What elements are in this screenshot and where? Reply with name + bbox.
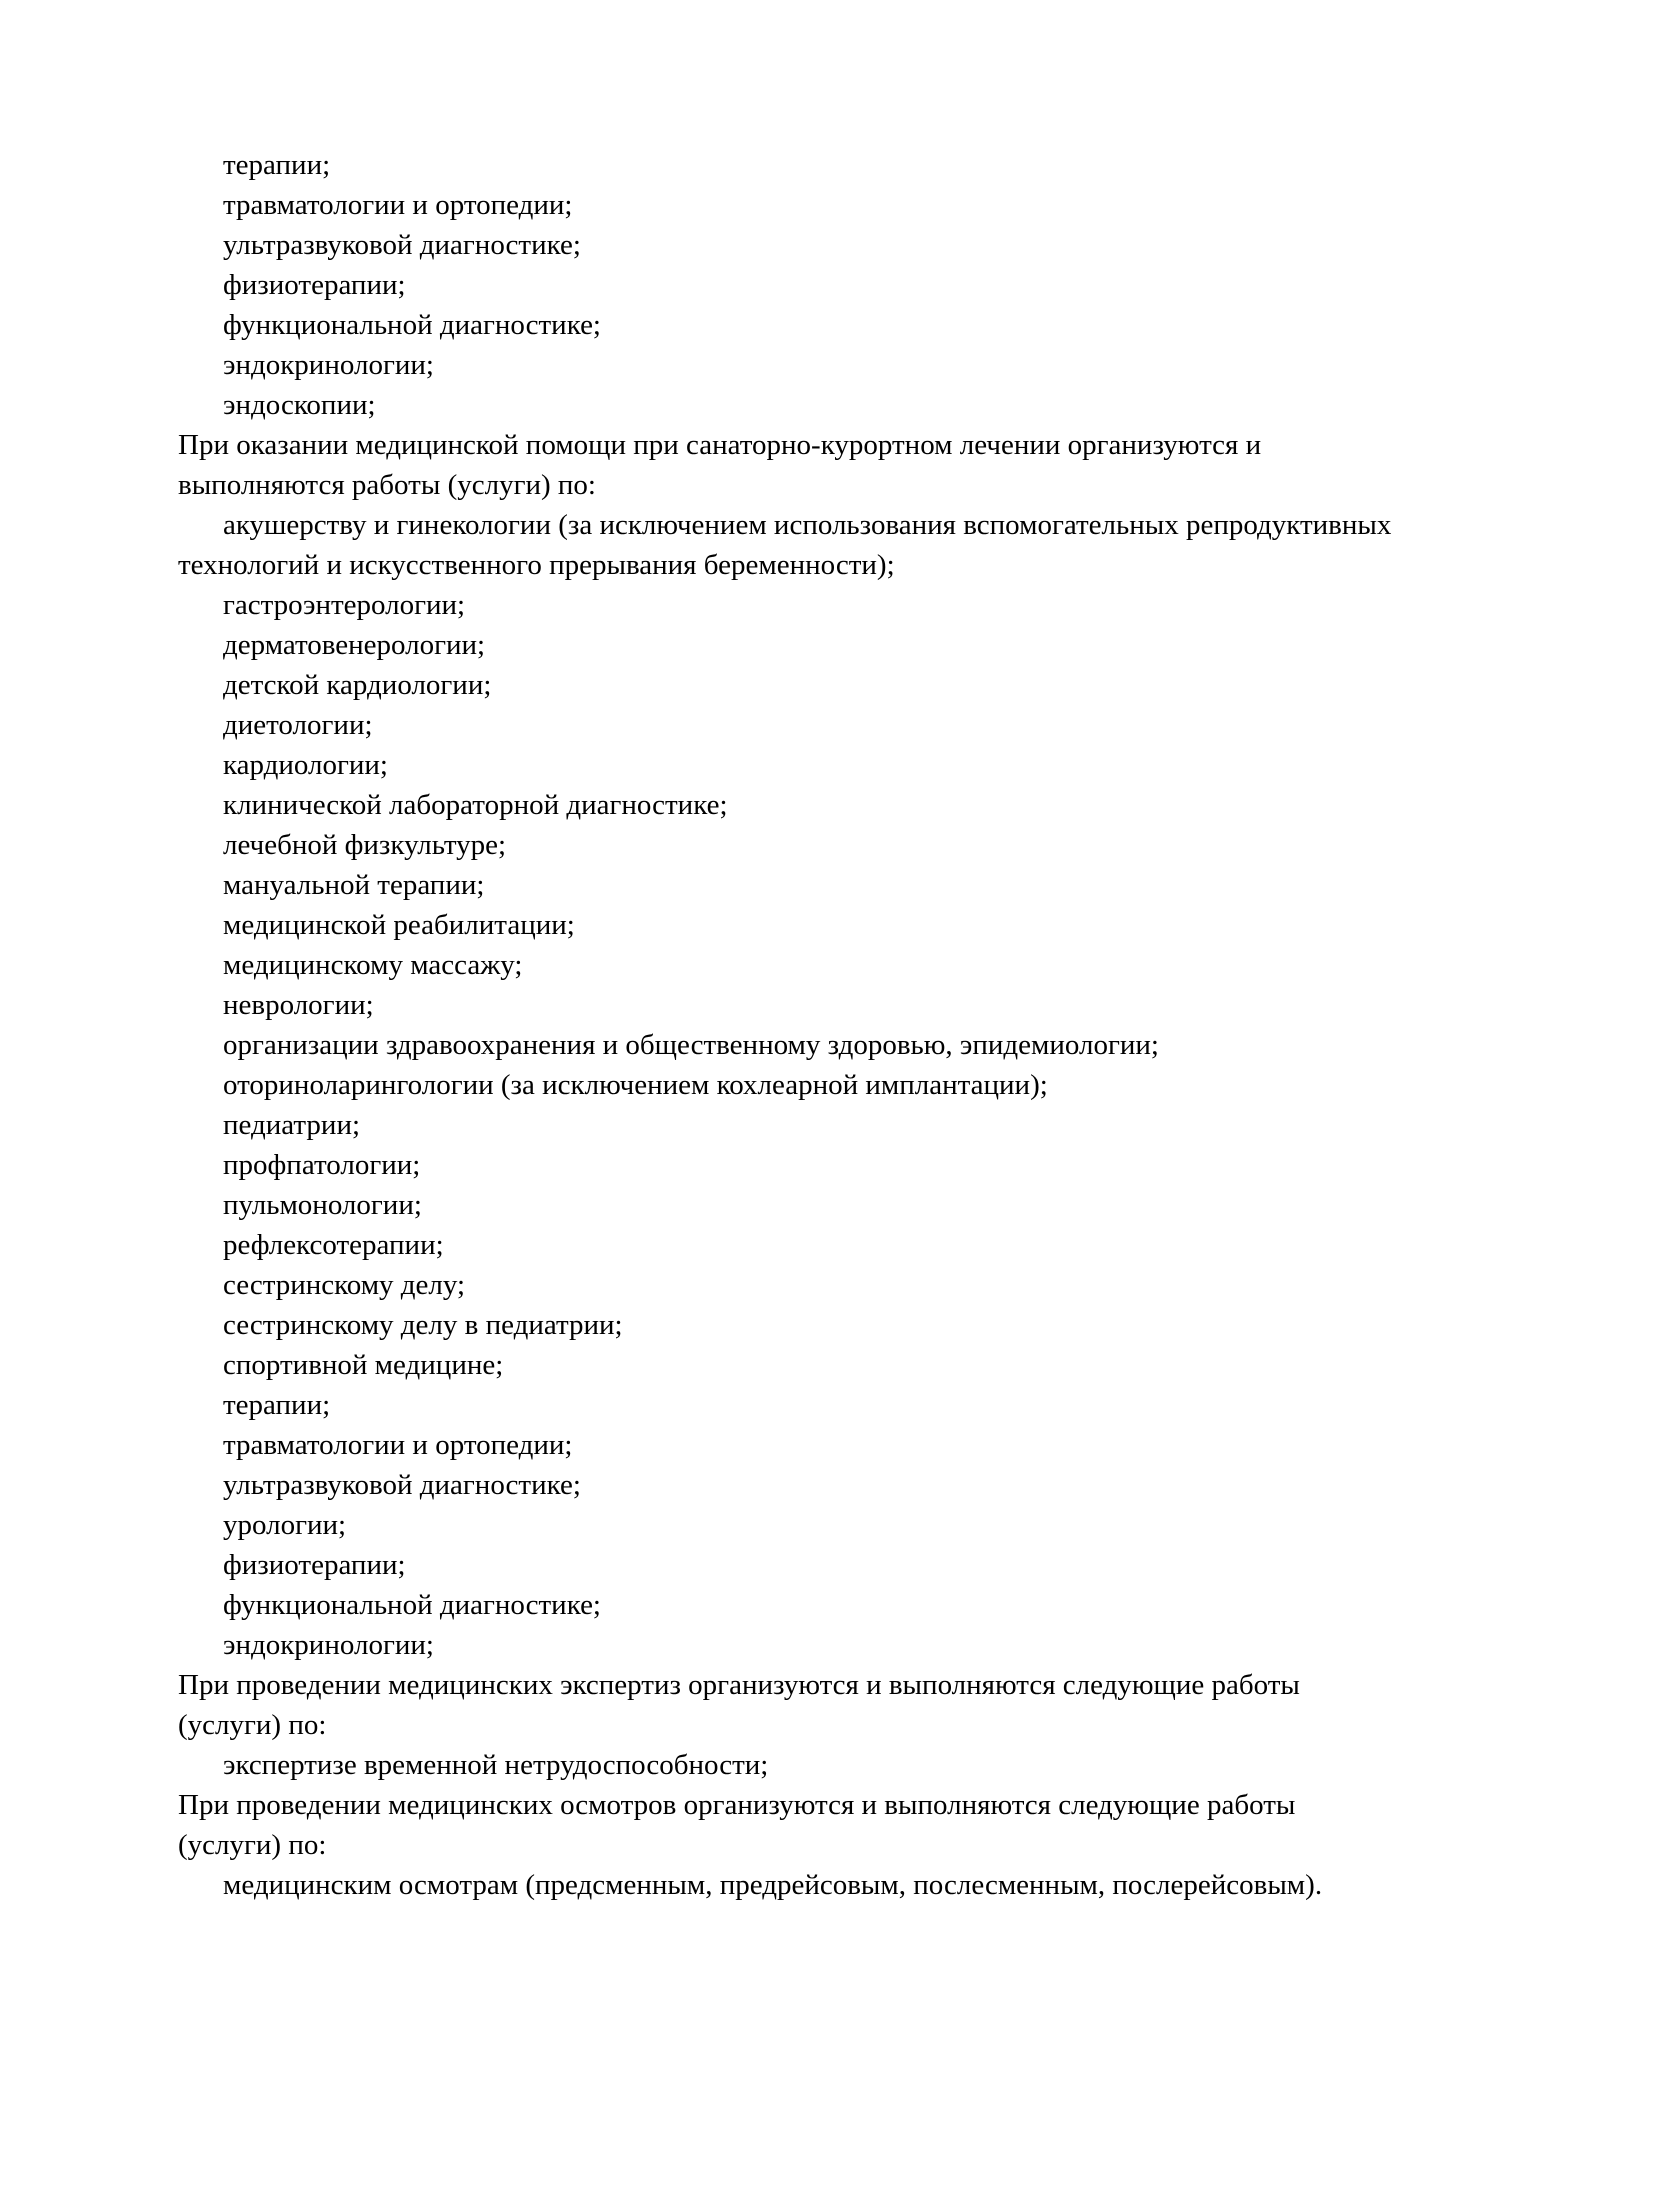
document-line: (услуги) по:	[178, 1829, 327, 1861]
document-line: функциональной диагностике;	[223, 309, 601, 341]
document-line: физиотерапии;	[223, 1549, 406, 1581]
document-line: (услуги) по:	[178, 1709, 327, 1741]
document-line: При проведении медицинских осмотров организуются и выполняются следующие работы	[178, 1789, 1296, 1821]
document-line: травматологии и ортопедии;	[223, 189, 573, 221]
document-line: мануальной терапии;	[223, 869, 485, 901]
document-line: кардиологии;	[223, 749, 388, 781]
document-line: пульмонологии;	[223, 1189, 422, 1221]
document-line: терапии;	[223, 1389, 331, 1421]
document-line: лечебной физкультуре;	[223, 829, 507, 861]
document-line: функциональной диагностике;	[223, 1589, 601, 1621]
document-line: медицинской реабилитации;	[223, 909, 575, 941]
document-line: эндокринологии;	[223, 349, 434, 381]
document-line: дерматовенерологии;	[223, 629, 486, 661]
document-line: профпатологии;	[223, 1149, 421, 1181]
document-line: экспертизе временной нетрудоспособности;	[223, 1749, 769, 1781]
document-line: диетологии;	[223, 709, 373, 741]
document-line: урологии;	[223, 1509, 347, 1541]
document-line: сестринскому делу;	[223, 1269, 466, 1301]
document-line: ультразвуковой диагностике;	[223, 1469, 581, 1501]
document-line: детской кардиологии;	[223, 669, 492, 701]
document-line: технологий и искусственного прерывания беременности);	[178, 549, 895, 581]
document-line: ультразвуковой диагностике;	[223, 229, 581, 261]
document-line: педиатрии;	[223, 1109, 361, 1141]
document-line: эндокринологии;	[223, 1629, 434, 1661]
document-line: физиотерапии;	[223, 269, 406, 301]
document-line: При проведении медицинских экспертиз организуются и выполняются следующие работы	[178, 1669, 1300, 1701]
document-line: медицинскому массажу;	[223, 949, 523, 981]
document-line: спортивной медицине;	[223, 1349, 504, 1381]
text-block	[178, 145, 1558, 1905]
document-line: травматологии и ортопедии;	[223, 1429, 573, 1461]
document-line: медицинским осмотрам (предсменным, предрейсовым, послесменным, послерейсовым).	[223, 1869, 1323, 1901]
document-line: гастроэнтерологии;	[223, 589, 466, 621]
document-line: оториноларингологии (за исключением кохлеарной имплантации);	[223, 1069, 1048, 1101]
document-line: терапии;	[223, 149, 331, 181]
document-line: акушерству и гинекологии (за исключением использования вспомогательных репродуктивных	[223, 509, 1392, 541]
document-line: рефлексотерапии;	[223, 1229, 444, 1261]
document-line: клинической лабораторной диагностике;	[223, 789, 728, 821]
document-line: выполняются работы (услуги) по:	[178, 469, 596, 501]
document-line: организации здравоохранения и общественному здоровью, эпидемиологии;	[223, 1029, 1159, 1061]
document-line: При оказании медицинской помощи при санаторно-курортном лечении организуются и	[178, 429, 1262, 461]
document-line: сестринскому делу в педиатрии;	[223, 1309, 623, 1341]
document-line: эндоскопии;	[223, 389, 376, 421]
document-line: неврологии;	[223, 989, 374, 1021]
